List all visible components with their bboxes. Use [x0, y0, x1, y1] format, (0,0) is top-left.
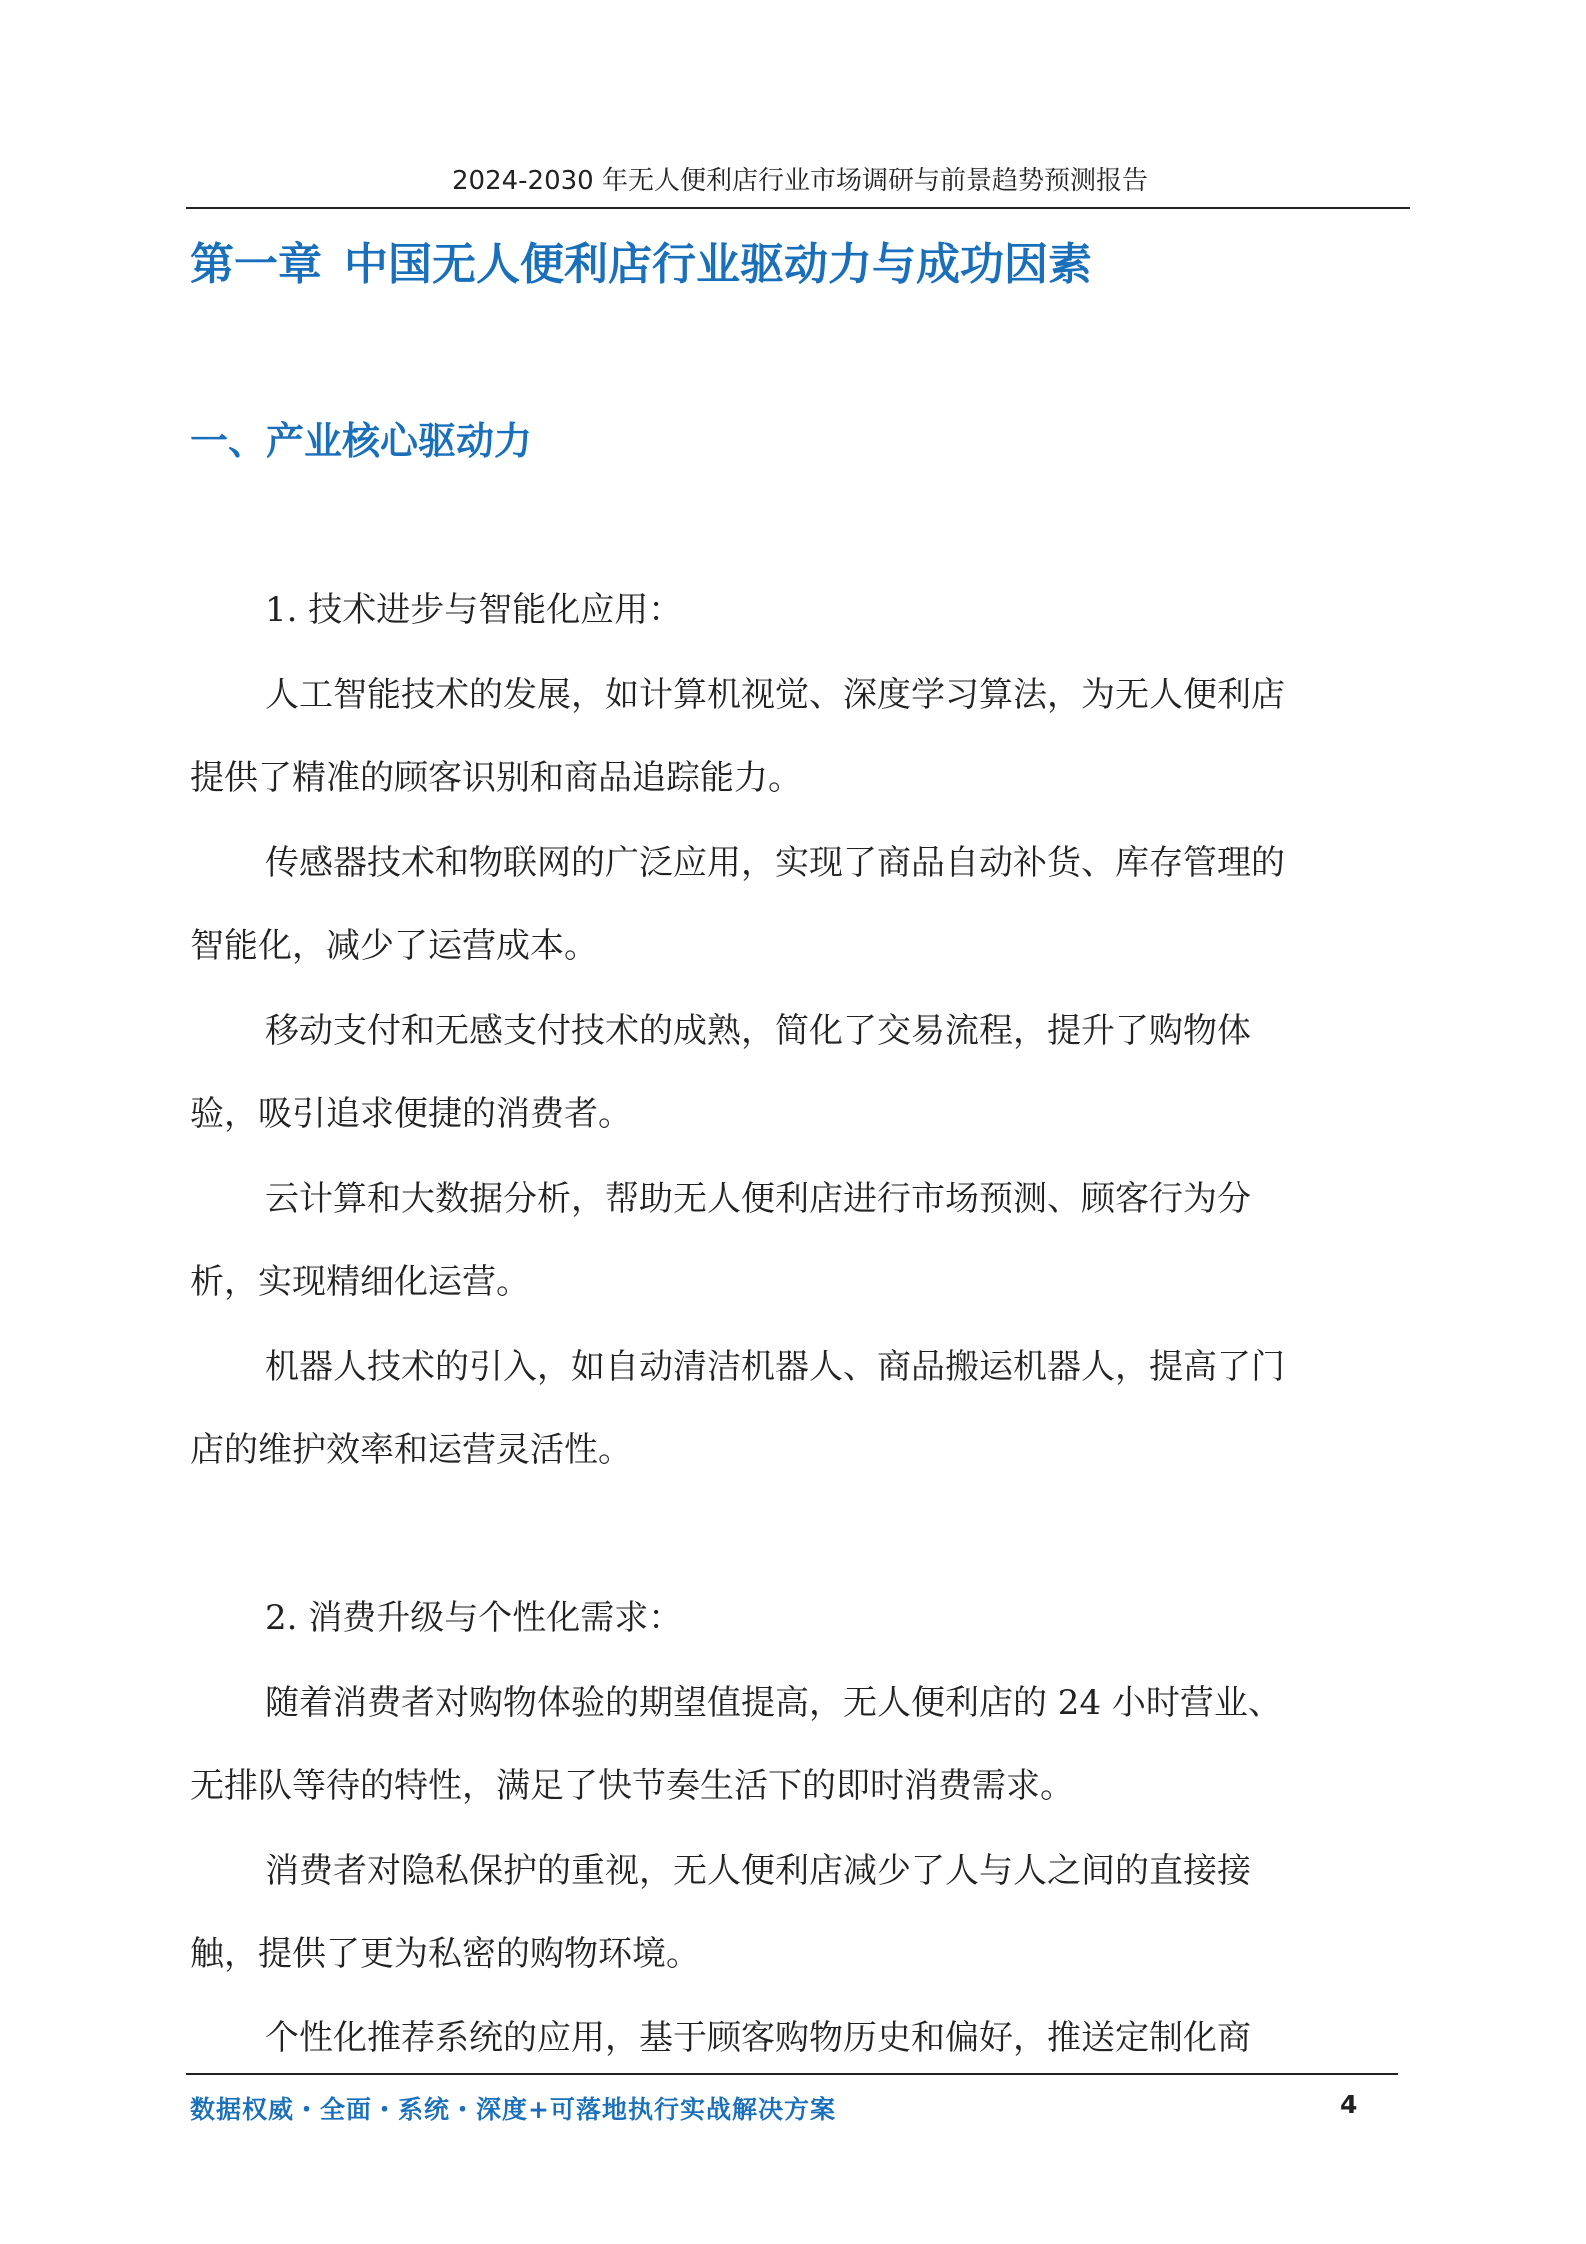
section-heading: 一、产业核心驱动力 — [190, 419, 533, 463]
paragraph-line: 个性化推荐系统的应用，基于顾客购物历史和偏好，推送定制化商 — [265, 2018, 1251, 2058]
paragraph-line: 析，实现精细化运营。 — [190, 1262, 530, 1302]
paragraph-line: 店的维护效率和运营灵活性。 — [190, 1430, 632, 1470]
chapter-number: 第一章 — [190, 239, 322, 290]
paragraph-line: 传感器技术和物联网的广泛应用，实现了商品自动补货、库存管理的 — [265, 843, 1285, 883]
paragraph-line: 人工智能技术的发展，如计算机视觉、深度学习算法，为无人便利店 — [265, 675, 1285, 715]
page-number: 4 — [1340, 2090, 1358, 2119]
paragraph-line: 触，提供了更为私密的购物环境。 — [190, 1934, 700, 1974]
item-heading: 1. 技术进步与智能化应用： — [265, 590, 683, 630]
paragraph-line: 验，吸引追求便捷的消费者。 — [190, 1094, 632, 1134]
paragraph-line: 移动支付和无感支付技术的成熟，简化了交易流程，提升了购物体 — [265, 1011, 1251, 1051]
chapter-heading — [190, 228, 1092, 292]
paragraph-line: 提供了精准的顾客识别和商品追踪能力。 — [190, 758, 802, 798]
item-heading: 2. 消费升级与个性化需求： — [265, 1598, 683, 1638]
paragraph-line: 消费者对隐私保护的重视，无人便利店减少了人与人之间的直接接 — [265, 1851, 1251, 1891]
paragraph-line: 智能化，减少了运营成本。 — [190, 926, 598, 966]
chapter-title: 中国无人便利店行业驱动力与成功因素 — [344, 239, 1092, 290]
paragraph-line: 机器人技术的引入，如自动清洁机器人、商品搬运机器人，提高了门 — [265, 1347, 1285, 1387]
footer-rule — [186, 2073, 1398, 2075]
running-header: 2024-2030 年无人便利店行业市场调研与前景趋势预测报告 — [452, 166, 1148, 196]
header-rule — [186, 207, 1410, 209]
paragraph-line: 无排队等待的特性，满足了快节奏生活下的即时消费需求。 — [190, 1766, 1074, 1806]
paragraph-line: 随着消费者对购物体验的期望值提高，无人便利店的 24 小时营业、 — [265, 1683, 1282, 1723]
paragraph-line: 云计算和大数据分析，帮助无人便利店进行市场预测、顾客行为分 — [265, 1179, 1251, 1219]
footer-slogan: 数据权威・全面・系统・深度+可落地执行实战解决方案 — [190, 2095, 836, 2124]
